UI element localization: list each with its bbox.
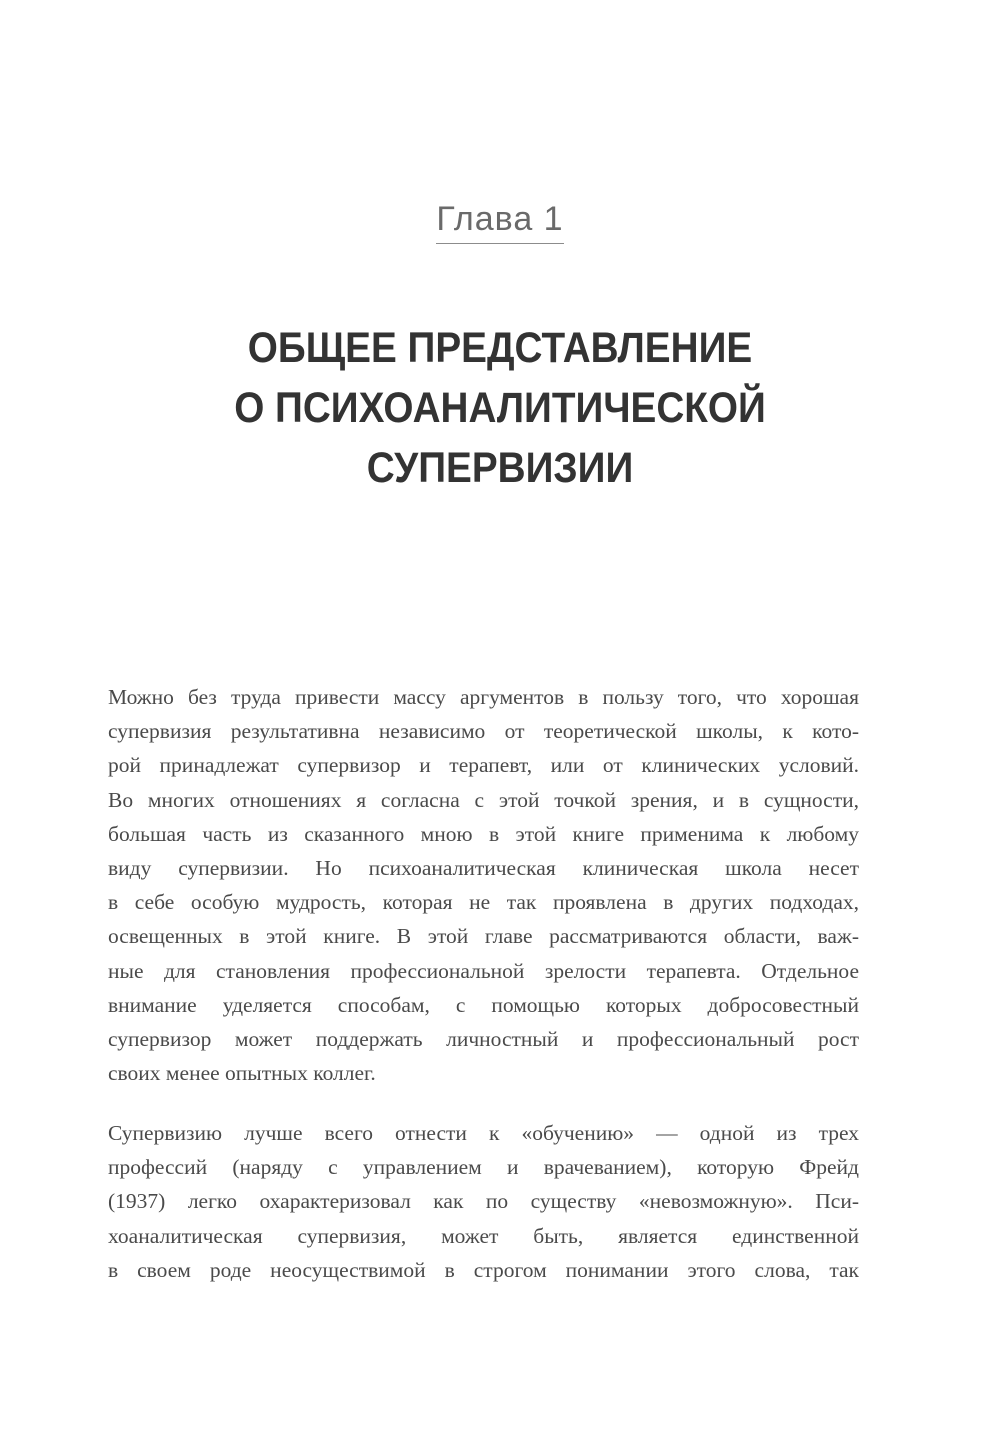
chapter-title-line: ОБЩЕЕ ПРЕДСТАВЛЕНИЕ	[247, 324, 753, 372]
chapter-label	[0, 200, 1000, 244]
text-line: освещенных в этой книге. В этой главе рассматриваются области, важ-	[108, 924, 859, 949]
text-line: профессий (наряду с управлением и врачеванием), которую Фрейд	[108, 1155, 859, 1180]
text-line: в себе особую мудрость, которая не так проявлена в других подходах,	[108, 890, 859, 915]
chapter-title	[50, 318, 950, 498]
chapter-label-text: Глава 1	[436, 200, 563, 244]
text-line: рой принадлежат супервизор и терапевт, или от клинических условий.	[108, 753, 859, 778]
text-line: Во многих отношениях я согласна с этой точкой зрения, и в сущности,	[108, 787, 859, 812]
text-line: своих менее опытных коллег.	[108, 1061, 376, 1086]
paragraph-1	[108, 680, 859, 1090]
text-line: большая часть из сказанного мною в этой книге применима к любому	[108, 821, 859, 846]
chapter-title-line: О ПСИХОАНАЛИТИЧЕСКОЙ	[234, 384, 766, 432]
text-line: супервизия результативна независимо от теоретической школы, к кото-	[108, 719, 859, 744]
text-line: супервизор может поддержать личностный и профессиональный рост	[108, 1026, 859, 1051]
text-line: виду супервизии. Но психоаналитическая клиническая школа несет	[108, 855, 859, 880]
text-line: (1937) легко охарактеризовал как по существу «невозможную». Пси-	[108, 1189, 859, 1214]
paragraph-2	[108, 1116, 859, 1287]
text-line: ные для становления профессиональной зрелости терапевта. Отдельное	[108, 958, 859, 983]
text-line: внимание уделяется способам, с помощью которых добросовестный	[108, 992, 859, 1017]
text-line: Супервизию лучше всего отнести к «обучению» — одной из трех	[108, 1121, 859, 1145]
chapter-title-line: СУПЕРВИЗИИ	[366, 444, 634, 492]
text-line: в своем роде неосуществимой в строгом понимании этого слова, так	[108, 1257, 859, 1282]
text-line: хоаналитическая супервизия, может быть, является единственной	[108, 1223, 859, 1248]
text-line: Можно без труда привести массу аргументов в пользу того, что хорошая	[108, 685, 859, 709]
